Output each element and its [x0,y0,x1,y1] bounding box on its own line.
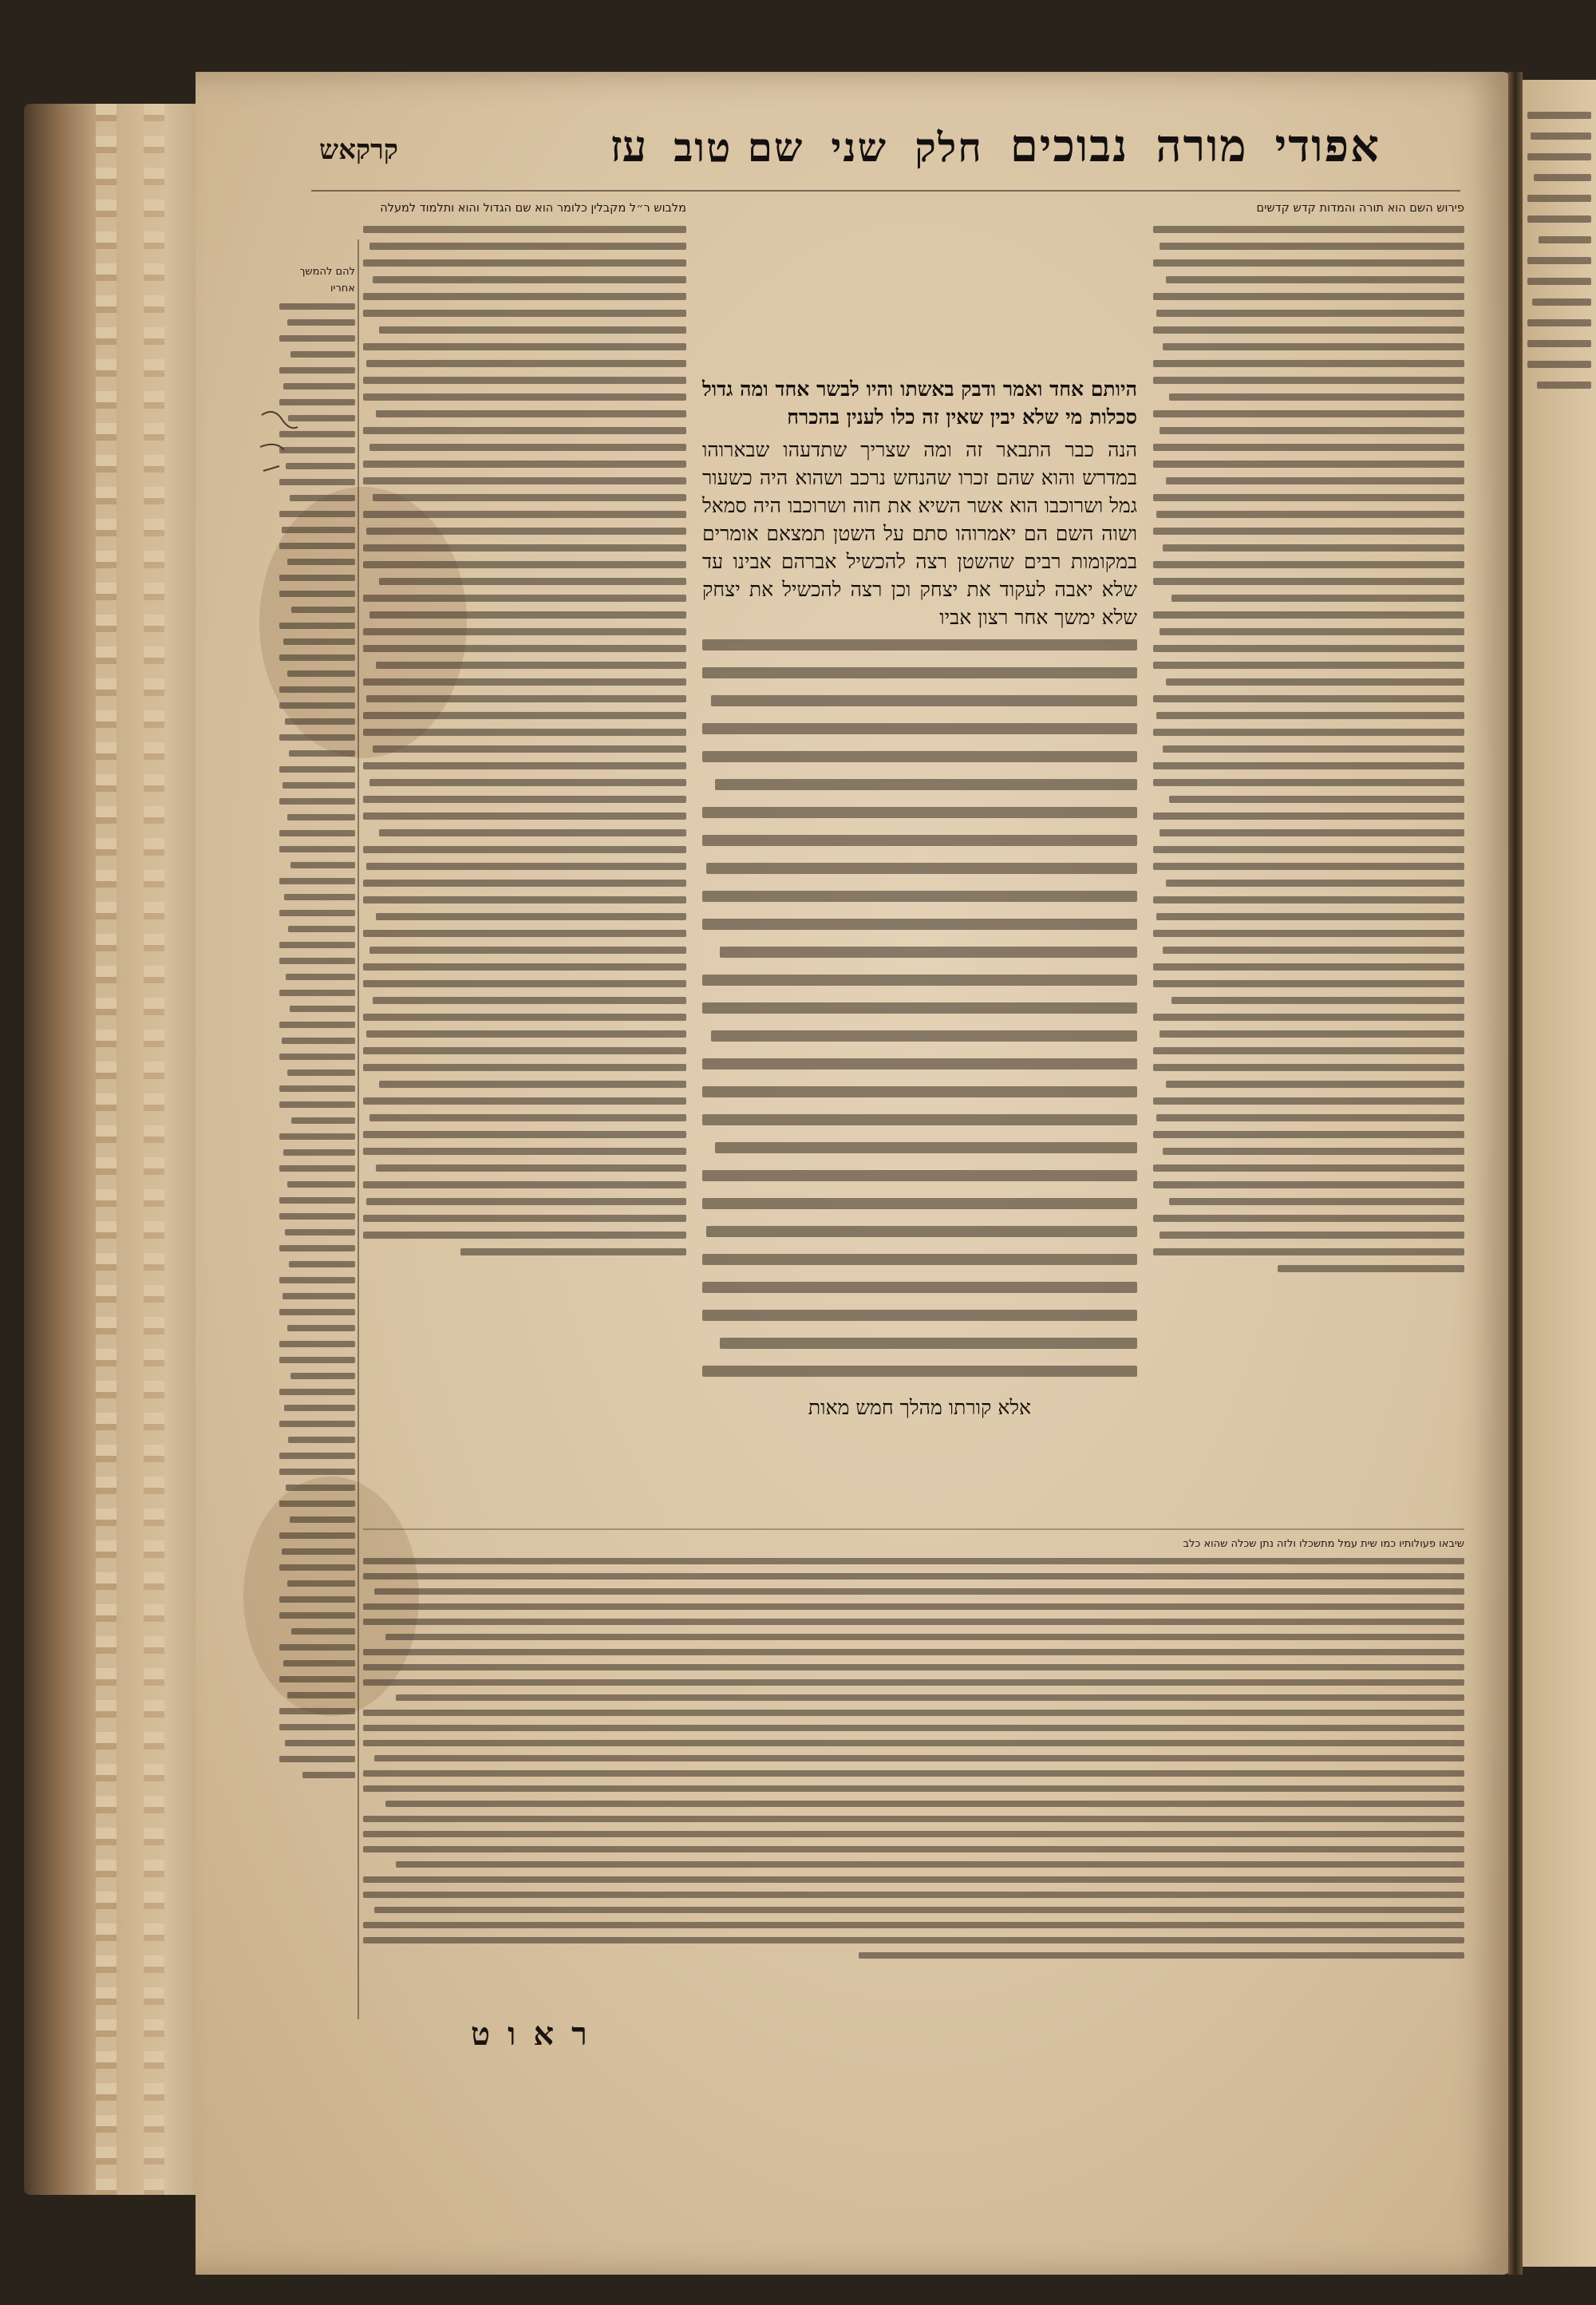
torn-page-edge [144,104,164,2195]
bottom-commentary-first-line: שיבאו פעולותיו כמו שית עמל מתשכלו ולזה נתן שכלה שהוא כלב [1183,1538,1464,1550]
bottom-commentary-text [363,1558,1464,1959]
bottom-commentary-block [363,1536,1464,1983]
main-text-continued [702,639,1137,1377]
column-divider [358,239,359,2019]
commentary-right-text [1153,226,1464,1272]
handwritten-marginal-mark [254,399,302,487]
book-gutter [1508,72,1523,2275]
commentary-left-first-line: מלבוש ר״ל מקבלין כלומר הוא שם הגדול והוא ותלמוד למעלה [380,202,686,215]
header-word: נבוכים [1009,120,1129,172]
section-rule [363,1528,1464,1530]
right-page-sliver [1523,80,1596,2267]
margin-first-line: להם להמשך אחריו [299,266,355,295]
torn-page-edge [96,104,117,2195]
header-word: שם טוב [674,124,804,171]
page-number: עז [610,121,647,172]
commentary-right-first-line: פירוש השם הוא תורה והמדות קדש קדשים [1256,202,1464,215]
commentary-left-column [363,200,686,1524]
header-word: אפודי [1274,120,1381,172]
main-text-body: הנה כבר התבאר זה ומה שצריך שתדעהו שבארוהו במדרש והוא שהם זכרו שהנחש נרכב ושהוא היה כשעור גמל ושרוכבו הוא אשר השיא את חוה ושרוכבו היה סמאל ושוה השם הם יאמרוהו סתם על השטן תמצאם אומרים במקומות רבים שהשטן רצה להכשיל אברהם אבינו עד שלא יאבה לעקוד את יצחק וכן רצה להכשיל את יצחק שלא ימשך אחר רצון אביו [702,438,1137,629]
main-text-column [702,375,1137,1477]
commentary-right-column [1153,200,1464,1524]
header-rule [311,190,1460,192]
page-edge [24,104,219,2195]
running-header [431,120,1381,172]
header-word: חלק [915,124,983,171]
header-word: מורה [1156,120,1248,172]
catchword-top: קרקאש [319,134,398,166]
margin-commentary-column [279,263,355,2003]
margin-commentary-text [279,303,355,1778]
signature-mark: ראוט [471,2015,605,2053]
main-text-closing: אלא קורתו מהלך חמש מאות [808,1396,1032,1419]
commentary-left-text [363,226,686,1255]
main-text-opening: היותם אחד ואמר ודבק באשתו והיו לבשר אחד ומה גדול סכלות מי שלא יבין שאין זה כלו לענין בהכרח [702,378,1137,429]
header-word: שני [831,124,888,171]
